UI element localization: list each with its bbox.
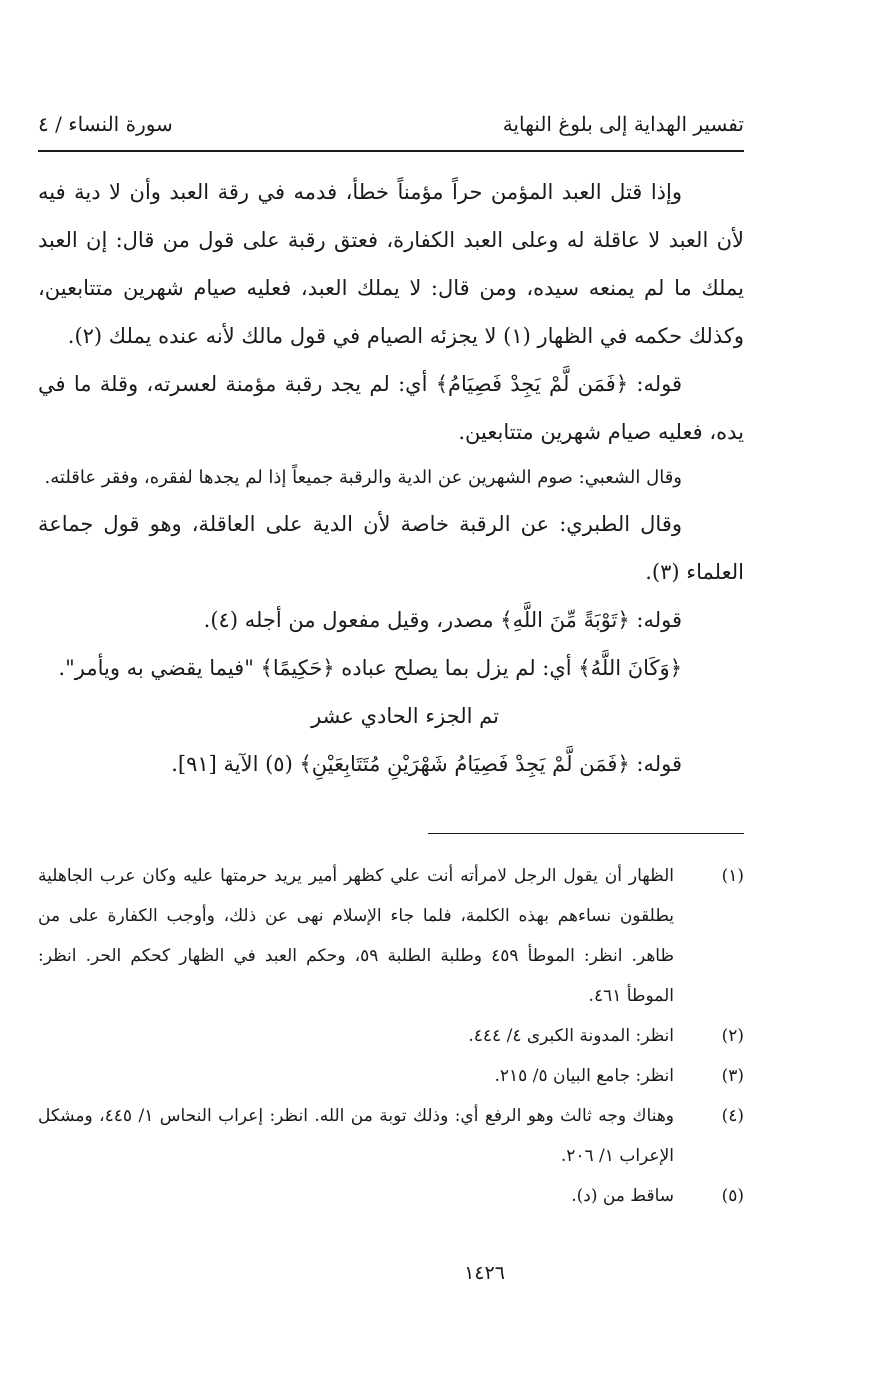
paragraph: ﴿وَكَانَ اللَّهُ﴾ أي: لم يزل بما يصلح عباده ﴿حَكِيمًا﴾ "فيما يقضي به ويأمر". — [58, 656, 682, 680]
footnote — [38, 856, 744, 1016]
footnote-text: ساقط من (د). — [571, 1186, 674, 1206]
paragraph: وقال الشعبي: صوم الشهرين عن الدية والرقبة جميعاً إذا لم يجدها لفقره، وفقر عاقلته. — [44, 467, 682, 488]
paragraph: قوله: ﴿فَمَن لَّمْ يَجِدْ فَصِيَامُ شَهْرَيْنِ مُتَتَابِعَيْنِ﴾ (٥) الآية [٩١]. — [171, 752, 682, 776]
paragraph: قوله: ﴿فَمَن لَّمْ يَجِدْ فَصِيَامُ﴾ أي: لم يجد رقبة مؤمنة لعسرته، وقلة ما في يده، فعليه صيام شهرين متتابعين. — [38, 372, 744, 444]
paragraph: وقال الطبري: عن الرقبة خاصة لأن الدية على العاقلة، وهو قول جماعة العلماء (٣). — [38, 512, 744, 584]
paragraph: قوله: ﴿تَوْبَةً مِّنَ اللَّهِ﴾ مصدر، وقيل مفعول من أجله (٤). — [203, 608, 682, 632]
paragraph: وإذا قتل العبد المؤمن حراً مؤمناً خطأ، فدمه في رقة العبد وأن لا دية فيه لأن العبد لا عاقلة له وعلى العبد الكفارة، فعتق رقبة على قول من قال: إن العبد يملك ما لم يمنعه سيده، ومن قال: لا يملك العبد، فعليه صيام شهرين متتابعين، وكذلك حكمه في الظهار (١) لا يجزئه الصيام في قول مالك لأنه عنده يملك (٢). — [38, 180, 744, 348]
header-rule — [38, 150, 744, 152]
surah-label: سورة النساء / ٤ — [38, 112, 173, 136]
part-end-note: تم الجزء الحادي عشر — [311, 704, 499, 728]
footnote-number: (٤) — [721, 1106, 744, 1126]
footnote-text: انظر: المدونة الكبرى ٤/ ٤٤٤. — [468, 1026, 674, 1046]
footnote — [38, 1096, 744, 1176]
book-title: تفسير الهداية إلى بلوغ النهاية — [502, 112, 744, 136]
footnote-text: الظهار أن يقول الرجل لامرأته أنت علي كظهر أمير يريد حرمتها عليه وكان عرب الجاهلية يطلقون نساءهم بهذه الكلمة، فلما جاء الإسلام نهى عن ذلك، وأوجب الكفارة على من ظاهر. انظر: الموطأ ٤٥٩ وطلبة الطلبة ٥٩، وحكم العبد في الظهار كحكم الحر. انظر: الموطأ ٤٦١. — [38, 866, 675, 1006]
footnote-rule — [428, 833, 744, 834]
running-header — [38, 112, 744, 148]
footnote-text: وهناك وجه ثالث وهو الرفع أي: وذلك توبة من الله. انظر: إعراب النحاس ١/ ٤٤٥، ومشكل الإعراب ١/ ٢٠٦. — [38, 1106, 674, 1166]
footnote-number: (٣) — [721, 1066, 744, 1086]
footnote — [38, 1176, 744, 1216]
footnote-text: انظر: جامع البيان ٥/ ٢١٥. — [494, 1066, 674, 1086]
footnote-number: (٥) — [721, 1186, 744, 1206]
footnote-number: (٢) — [721, 1026, 744, 1046]
footnotes — [38, 856, 744, 1216]
page-number: ١٤٢٦ — [464, 1262, 505, 1284]
main-text — [38, 168, 744, 788]
footnote — [38, 1056, 744, 1096]
footnote-number: (١) — [721, 866, 744, 886]
footnote — [38, 1016, 744, 1056]
